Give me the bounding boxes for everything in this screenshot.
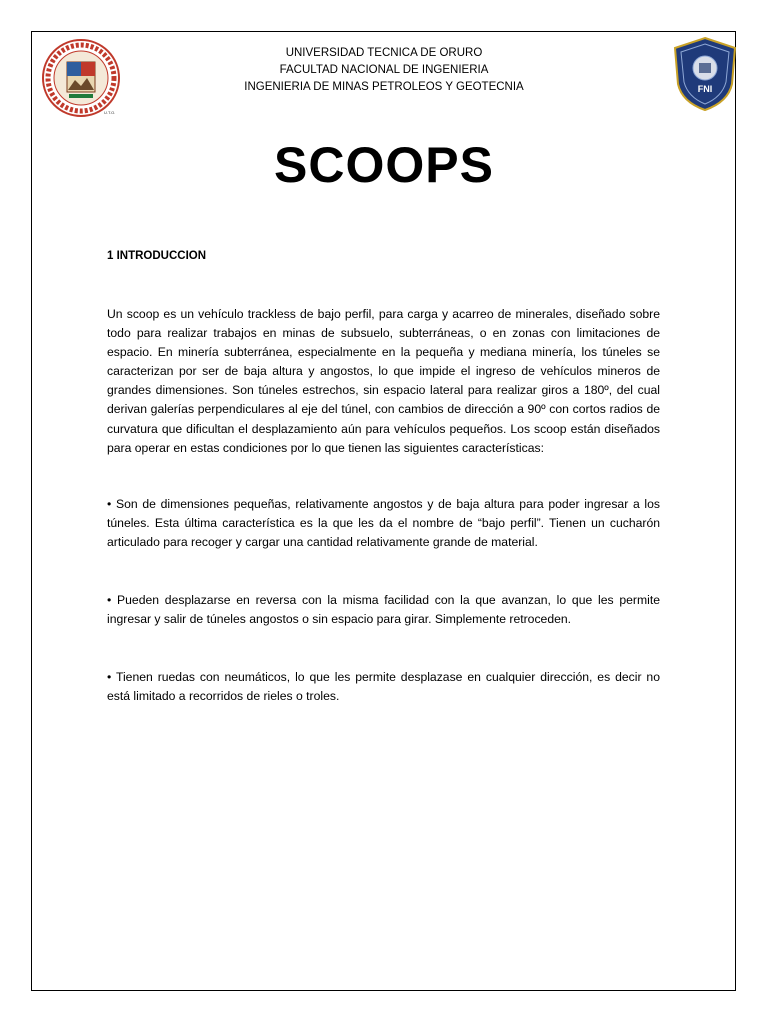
- bullet-paragraph-reverse: • Pueden desplazarse en reversa con la misma facilidad con la que avanzan, lo que les permite ingresar y salir de túneles angostos o sin espacio para girar. Simplemente retroceden.: [107, 593, 660, 627]
- bullet-paragraph-dimensions: • Son de dimensiones pequeñas, relativamente angostos y de baja altura para poder ingresar a los túneles. Esta última característica es la que les da el nombre de “bajo perfil”. Tienen un cucharón articulado para recoger y cargar una cantidad relativamente grande de material.: [107, 497, 660, 550]
- document-title: SCOOPS: [274, 137, 494, 193]
- university-seal-logo: [41, 38, 121, 118]
- shield-text: FNI: [697, 84, 713, 94]
- intro-paragraph: Un scoop es un vehículo trackless de bajo perfil, para carga y acarreo de minerales, diseñado sobre todo para realizar trabajos en minas de subsuelo, subterráneas, o en zonas con limitaciones de espacio. En minería subterránea, especialmente en la pequeña y mediana minería, los túneles se caracterizan por ser de baja altura y angostos, lo que impide el ingreso de vehículos mineros de grandes dimensiones. Son túneles estrechos, sin espacio lateral para realizar giros a 180º, del cual derivan galerías perpendiculares al eje del túnel, con cambios de dirección a 90º con cortos radios de curvatura que dificultan el desplazamiento aún para vehículos pequeños. Los scoop están diseñados para operar en estas condiciones por lo que tienen las siguientes características:: [107, 307, 660, 455]
- bullet-paragraph-tires: • Tienen ruedas con neumáticos, lo que les permite desplazase en cualquier dirección, es decir no está limitado a recorridos de rieles o troles.: [107, 670, 660, 704]
- department-name: INGENIERIA DE MINAS PETROLEOS Y GEOTECNIA: [244, 81, 524, 93]
- document-header: [184, 45, 584, 96]
- faculty-name: FACULTAD NACIONAL DE INGENIERIA: [279, 64, 489, 76]
- section-heading: 1 INTRODUCCION: [107, 250, 207, 262]
- seal-caption: U.T.O.: [104, 110, 116, 115]
- faculty-shield-logo: [672, 36, 738, 112]
- university-name: UNIVERSIDAD TECNICA DE ORURO: [285, 47, 483, 59]
